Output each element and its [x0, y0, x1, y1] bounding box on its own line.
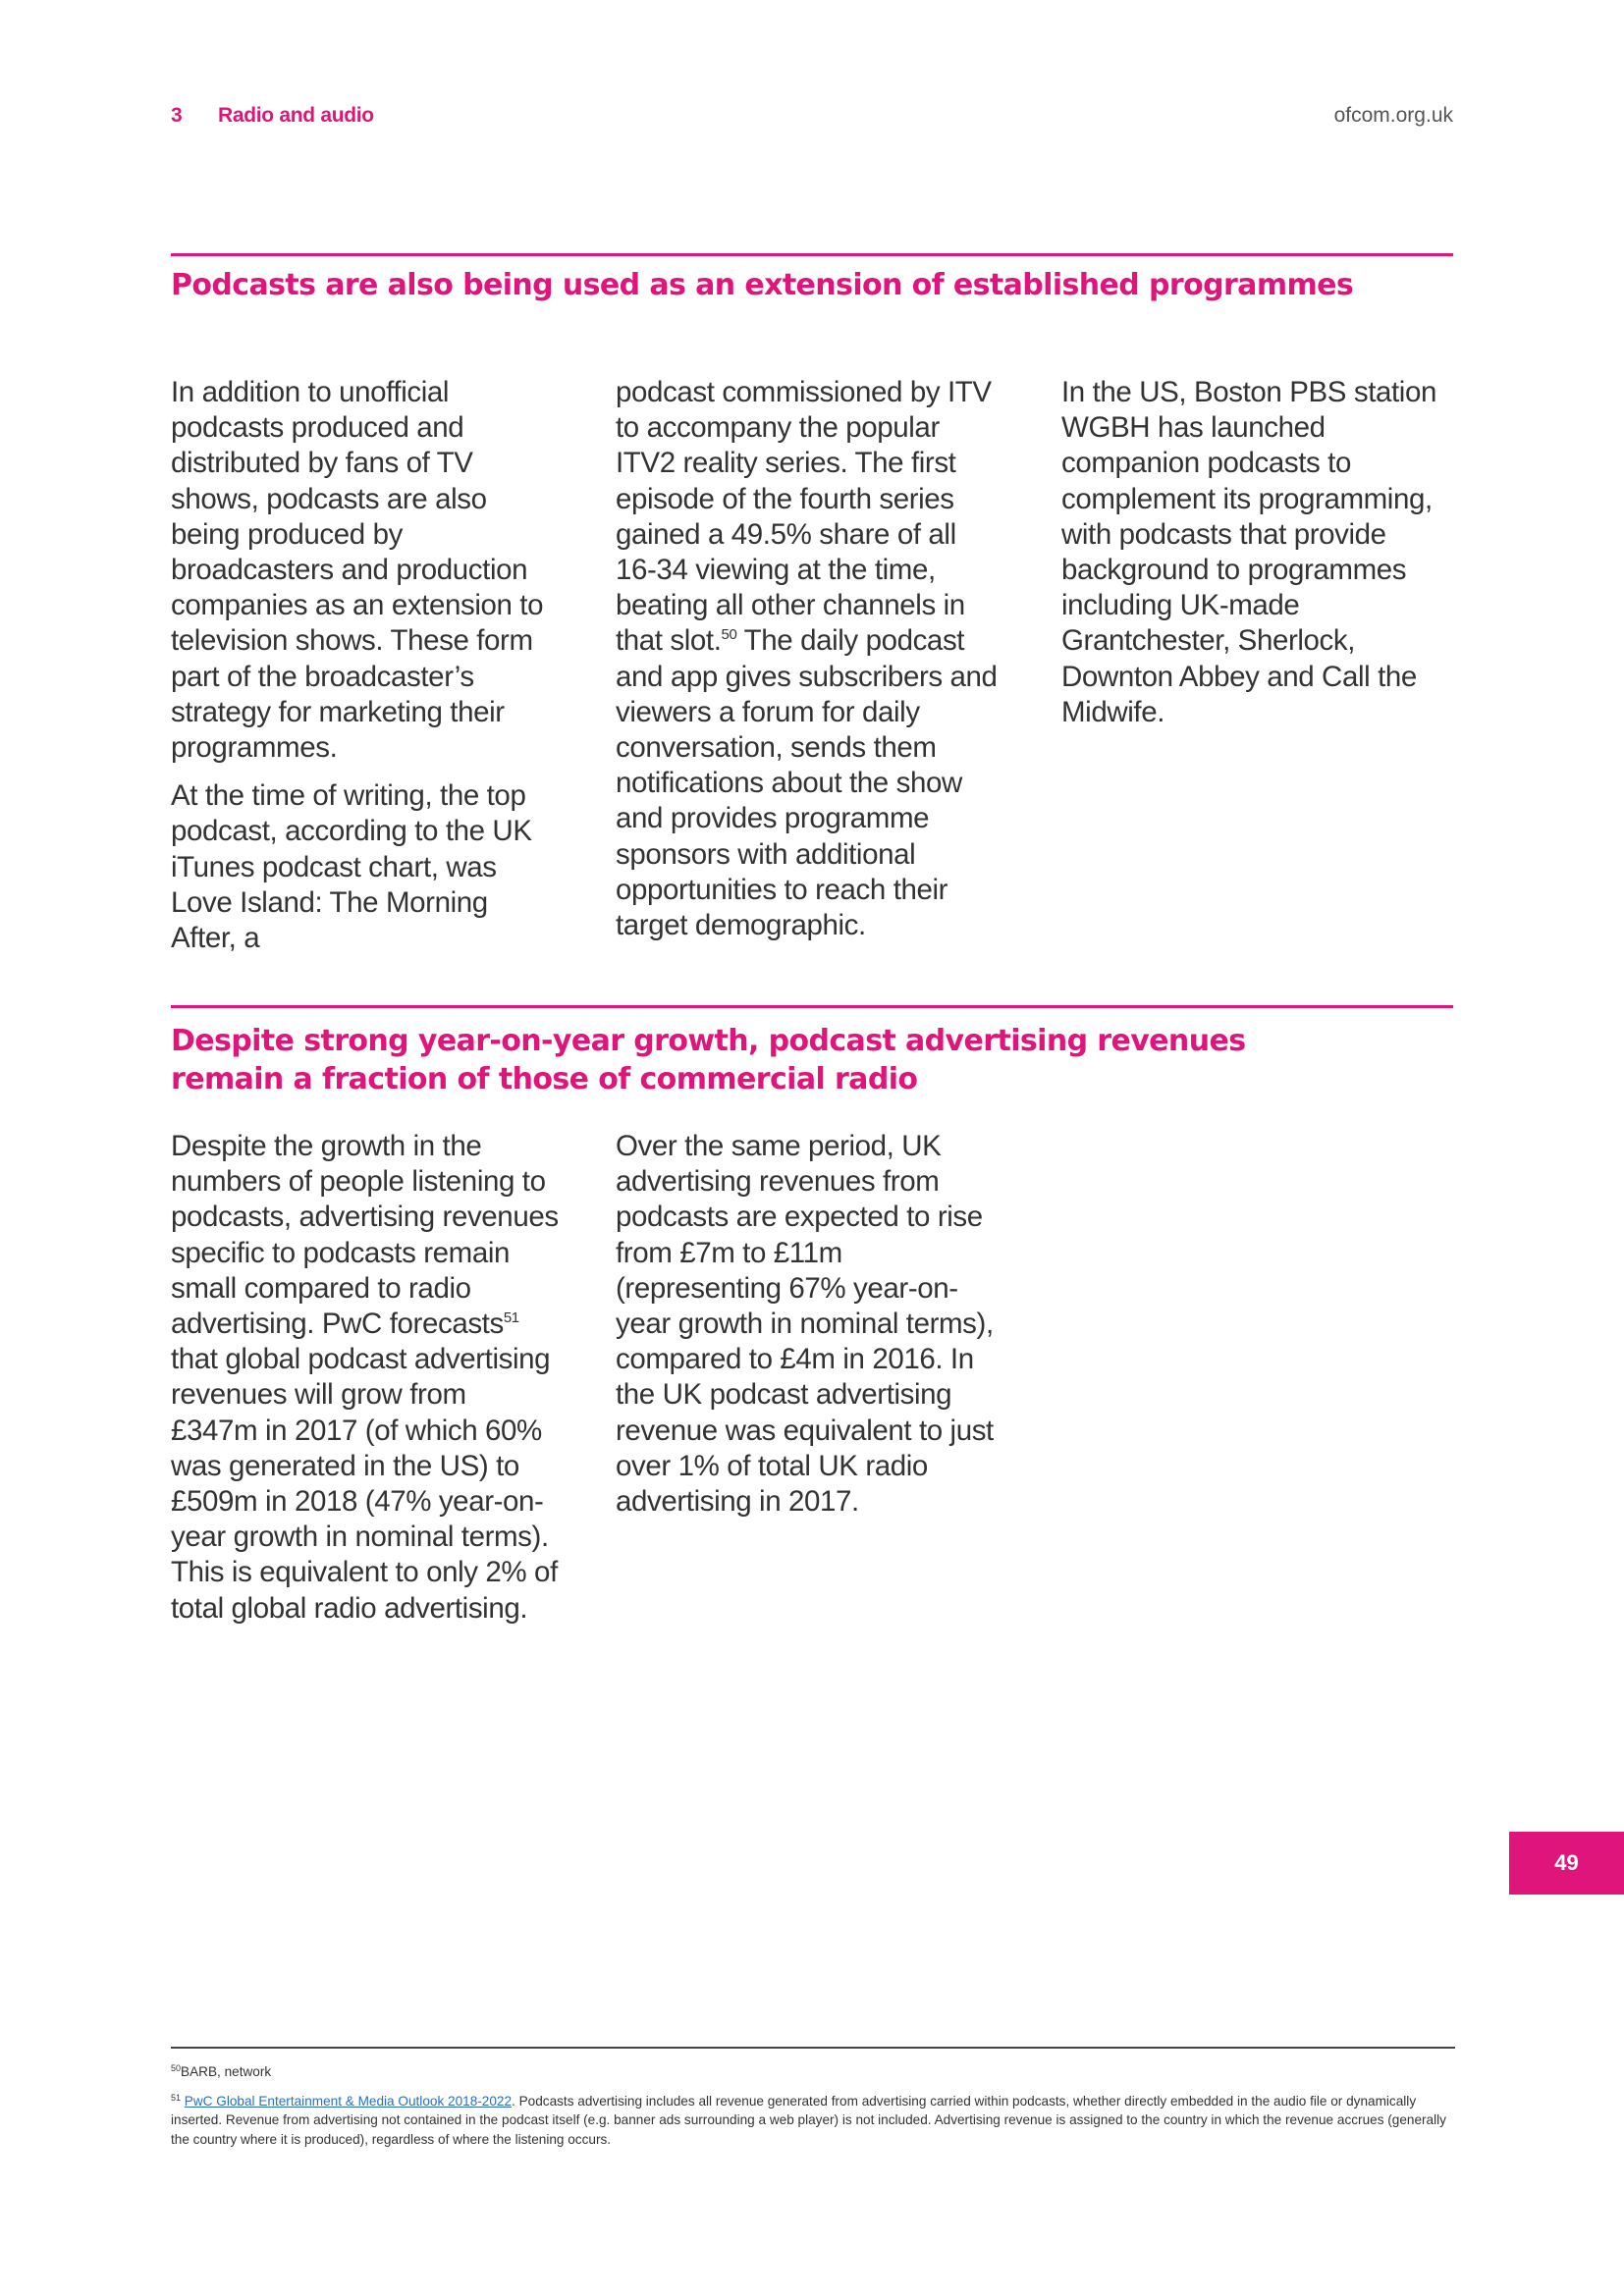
- footnote-text: . Podcasts advertising includes all revenue generated from advertising carried within podcasts, whether directly embedded in the audio file or dynamically inserted. Revenue from advertising not contained in the podcast itself (e.g. banner ads surrounding a web player) is not included. Advertising revenue is assigned to the country in which the revenue accrues (generally the country where it is produced), regardless of where the listening occurs.: [171, 2093, 1446, 2147]
- section-heading: Podcasts are also being used as an extension of established programmes: [171, 268, 1354, 302]
- chapter-number: 3: [171, 104, 183, 127]
- text-run: Despite the growth in the numbers of people listening to podcasts, advertising revenues specific to podcasts remain small compared to radio advertising. PwC forecasts: [171, 1130, 559, 1341]
- paragraph: Over the same period, UK advertising revenues from podcasts are expected to rise from £7m to £11m (representing 67% year-on-year growth in nominal terms), compared to £4m in 2016. In the UK podcast advertising revenue was equivalent to just over 1% of total UK radio advertising in 2017.: [616, 1130, 994, 1519]
- page-header: [171, 104, 1453, 137]
- footnote-rule: [171, 2047, 1455, 2049]
- section-podcast-extension: [171, 253, 1453, 304]
- heading-line-1: Despite strong year-on-year growth, podcast advertising revenues: [171, 1024, 1246, 1058]
- pwc-outlook-link[interactable]: PwC Global Entertainment & Media Outlook 2018-2022: [184, 2093, 513, 2109]
- text-run: The daily podcast and app gives subscribers and viewers a forum for daily conversation, sends them notifications about the show and provides programme sponsors with additional opportunities to reach their target demographic.: [616, 624, 998, 942]
- paragraph: [616, 375, 1003, 943]
- footnote-number: 51: [171, 2092, 182, 2103]
- text-run: podcast commissioned by ITV to accompany the popular ITV2 reality series. The first episode of the fourth series gained a 49.5% share of all 16-34 viewing at the time, beating all other channels in that slot.: [616, 376, 992, 658]
- footnote-ref-51[interactable]: 51: [503, 1309, 519, 1327]
- footnotes: [171, 2047, 1455, 2159]
- paragraph: In addition to unofficial podcasts produced and distributed by fans of TV shows, podcasts are also being produced by broadcasters and production companies as an extension to television shows. These form part of the broadcaster’s strategy for marketing their programmes.: [171, 376, 544, 765]
- section-rule: [171, 1005, 1453, 1008]
- section2-column-2: [616, 1129, 1003, 1532]
- footnote-number: 50: [171, 2063, 182, 2073]
- section1-column-1: [171, 375, 559, 969]
- section1-column-3: [1061, 375, 1456, 743]
- footnote-text: BARB, network: [181, 2064, 272, 2079]
- chapter-title: Radio and audio: [218, 104, 374, 127]
- footnote-50: [171, 2062, 1455, 2082]
- paragraph: At the time of writing, the top podcast, according to the UK iTunes podcast chart, was Love Island: The Morning After, a: [171, 779, 532, 955]
- paragraph: [171, 1129, 559, 1627]
- footnote-ref-50[interactable]: 50: [721, 626, 737, 644]
- section-advertising-revenues: [171, 1005, 1453, 1098]
- page-number-tab: 49: [1509, 1832, 1624, 1895]
- site-url[interactable]: ofcom.org.uk: [1333, 104, 1453, 127]
- section1-column-2: [616, 375, 1003, 956]
- paragraph: In the US, Boston PBS station WGBH has launched companion podcasts to complement its programming, with podcasts that provide background to programmes including UK-made Grantchester, Sherlock, Downton Abbey and Call the Midwife.: [1061, 376, 1436, 728]
- section-heading: [171, 1022, 1453, 1098]
- section-rule: [171, 253, 1453, 256]
- heading-line-2: remain a fraction of those of commercial radio: [171, 1062, 918, 1096]
- text-run: that global podcast advertising revenues will grow from £347m in 2017 (of which 60% was generated in the US) to £509m in 2018 (47% year-on-year growth in nominal terms). This is equivalent to only 2% of total global radio advertising.: [171, 1343, 558, 1625]
- footnote-51: [171, 2092, 1455, 2150]
- section2-column-1: [171, 1129, 559, 1639]
